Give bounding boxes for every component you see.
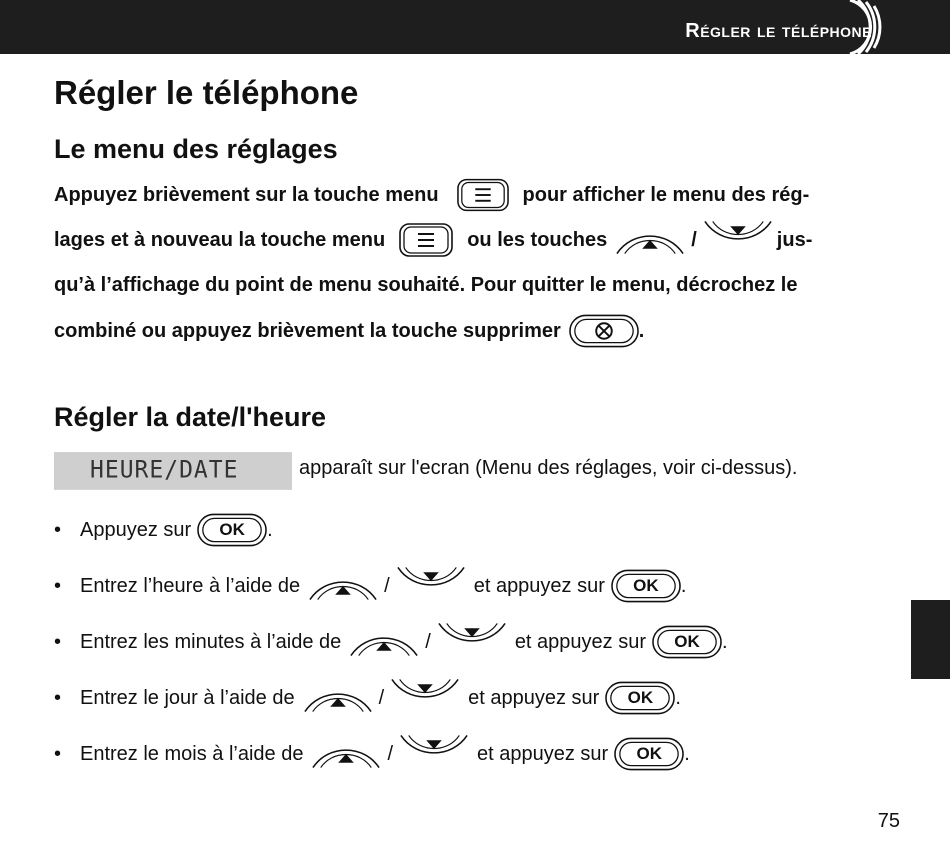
list-item: [54, 513, 273, 547]
text-span: .: [680, 574, 687, 597]
text-span: combiné ou appuyez brièvement la touche supprimer: [54, 319, 561, 342]
bullet-dot: •: [54, 518, 62, 541]
bullet-dot: •: [54, 630, 62, 653]
list-item: [54, 625, 728, 659]
menu-key-icon: [399, 223, 453, 257]
ok-key-label: OK: [636, 744, 662, 763]
separator: /: [387, 742, 394, 765]
paragraph-line-4: [54, 314, 644, 348]
separator: /: [425, 630, 431, 653]
bullet-dot: •: [54, 574, 62, 597]
text-span: ou les touches: [467, 228, 608, 251]
text-span: Entrez le jour à l’aide de: [80, 686, 295, 709]
down-arrow-key-icon: [437, 621, 507, 653]
down-arrow-key-icon: [703, 219, 773, 251]
ok-key-label: OK: [219, 520, 245, 539]
text-span: Appuyez sur: [80, 518, 192, 541]
ok-key-label: OK: [674, 632, 700, 651]
paragraph-line-2: [54, 223, 812, 257]
text-span: lages et à nouveau la touche menu: [54, 228, 386, 251]
down-arrow-key-icon: [396, 565, 466, 597]
text-span: pour afficher le menu des rég-: [522, 183, 810, 206]
separator: /: [384, 574, 390, 597]
text-span: qu’à l’affichage du point de menu souhaité. Pour quitter le menu, décrochez le: [54, 274, 798, 296]
page-number: 75: [877, 810, 900, 832]
text-span: Entrez l’heure à l’aide de: [80, 574, 301, 597]
ok-key-label: OK: [633, 576, 659, 595]
paragraph-line-1: [54, 178, 809, 212]
up-arrow-key-icon: [615, 224, 685, 256]
chapter-side-tab: [911, 600, 950, 679]
up-arrow-key-icon: [303, 682, 373, 714]
text-span: et appuyez sur: [514, 630, 647, 653]
section-heading-menu: Le menu des réglages: [54, 134, 338, 164]
text-span: .: [722, 630, 728, 653]
section-heading-date-time: Régler la date/l'heure: [54, 402, 327, 432]
bullet-dot: •: [54, 686, 62, 709]
down-arrow-key-icon: [399, 733, 469, 765]
separator: /: [378, 686, 385, 709]
text-span: .: [267, 518, 273, 541]
bullet-dot: •: [54, 742, 62, 765]
up-arrow-key-icon: [349, 626, 419, 658]
text-span: et appuyez sur: [477, 742, 609, 765]
ok-key-icon: [197, 513, 267, 547]
list-item: [54, 681, 681, 715]
phone-ring-emblem-icon: [844, 0, 904, 54]
list-item: [54, 737, 690, 771]
text-span: .: [638, 319, 645, 342]
ok-key-icon: [611, 569, 681, 603]
text-span: .: [684, 742, 690, 765]
lcd-description: apparaît sur l'ecran (Menu des réglages, voir ci-dessus).: [299, 457, 798, 479]
ok-key-icon: [652, 625, 722, 659]
text-span: .: [675, 686, 681, 709]
text-span: Entrez le mois à l’aide de: [80, 742, 304, 765]
page-title: Régler le téléphone: [54, 74, 359, 111]
down-arrow-key-icon: [390, 677, 460, 709]
list-item: [54, 569, 686, 603]
clear-key-icon: [569, 314, 639, 348]
text-span: Entrez les minutes à l’aide de: [80, 630, 342, 653]
ok-key-label: OK: [627, 688, 654, 707]
menu-key-icon: [457, 178, 509, 212]
header-title: Régler le téléphone: [685, 20, 872, 42]
text-span: et appuyez sur: [468, 686, 600, 709]
up-arrow-key-icon: [308, 570, 378, 602]
paragraph-line-3: [54, 274, 797, 297]
lcd-display: HEURE/DATE: [54, 452, 292, 490]
up-arrow-key-icon: [311, 738, 381, 770]
text-span: jus-: [776, 228, 813, 251]
separator: /: [691, 228, 697, 251]
ok-key-icon: [605, 681, 675, 715]
text-span: et appuyez sur: [473, 574, 605, 597]
ok-key-icon: [614, 737, 684, 771]
text-span: Appuyez brièvement sur la touche menu: [54, 183, 439, 206]
